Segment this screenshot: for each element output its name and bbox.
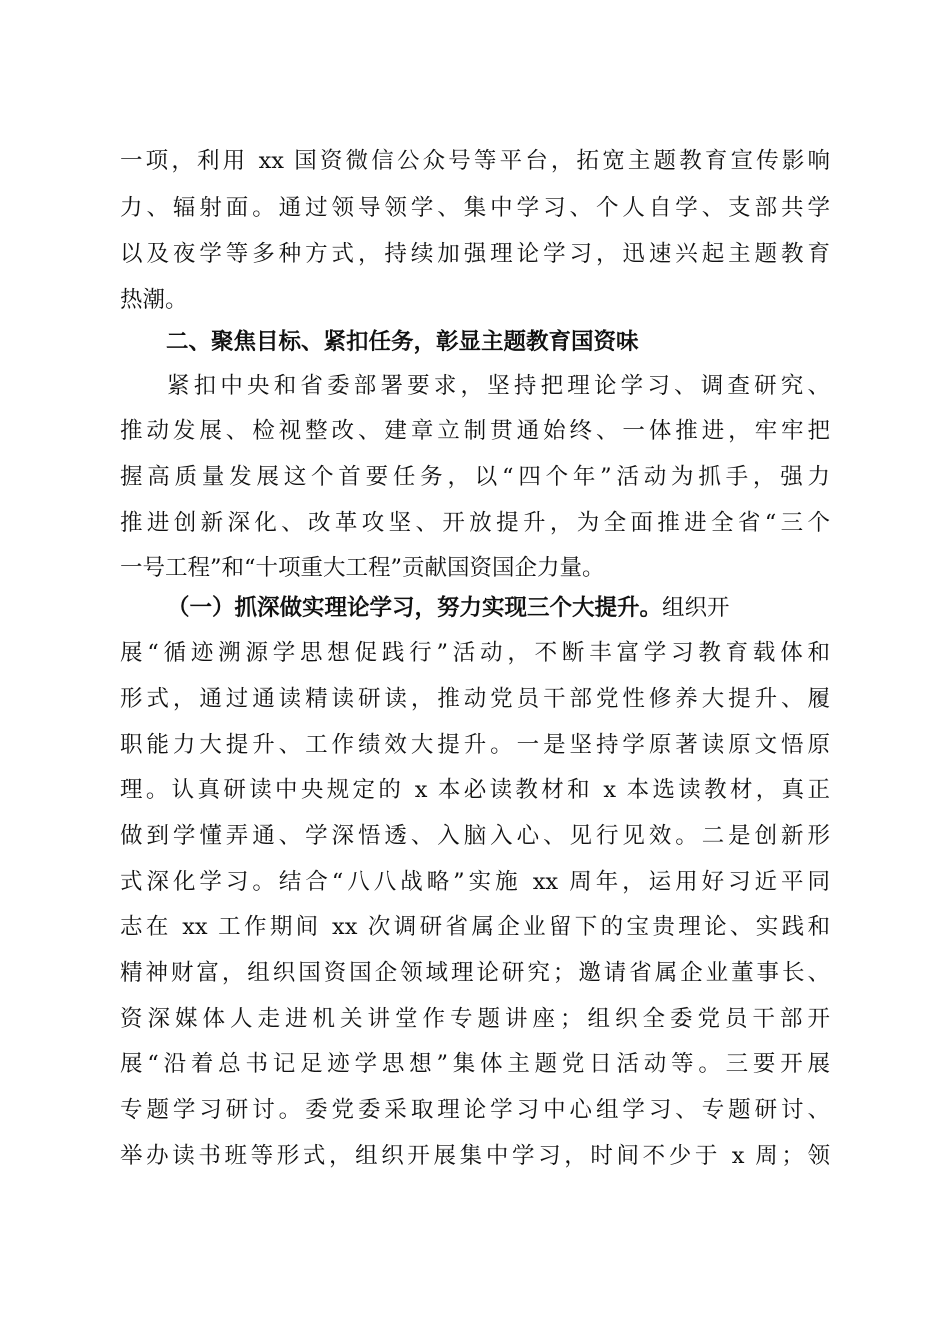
paragraph-line: 举办读书班等形式，组织开展集中学习，时间不少于 x 周；领	[120, 1143, 830, 1169]
paragraph-line: 理。认真研读中央规定的 x 本必读教材和 x 本选读教材，真正	[120, 777, 830, 803]
paragraph-line: 精神财富，组织国资国企领域理论研究；邀请省属企业董事长、	[120, 960, 830, 986]
paragraph-line: 专题学习研讨。委党委采取理论学习中心组学习、专题研讨、	[120, 1097, 830, 1123]
paragraph-line: 推动发展、检视整改、建章立制贯通始终、一体推进，牢牢把	[120, 418, 830, 444]
paragraph-line: 志在 xx 工作期间 xx 次调研省属企业留下的宝贵理论、实践和	[120, 914, 830, 940]
paragraph-line: 资深媒体人走进机关讲堂作专题讲座；组织全委党员干部开	[120, 1006, 830, 1032]
paragraph-line: 力、辐射面。通过领导领学、集中学习、个人自学、支部共学	[120, 195, 830, 221]
paragraph-line: 紧扣中央和省委部署要求，坚持把理论学习、调查研究、	[167, 373, 830, 399]
paragraph-line: 职能力大提升、工作绩效大提升。一是坚持学原著读原文悟原	[120, 732, 830, 758]
paragraph-line: 形式，通过通读精读研读，推动党员干部党性修养大提升、履	[120, 686, 830, 712]
paragraph-line: 推进创新深化、改革攻坚、开放提升，为全面推进全省“三个	[120, 510, 830, 536]
paragraph-line: 握高质量发展这个首要任务，以“四个年”活动为抓手，强力	[120, 464, 830, 490]
paragraph-line: 做到学懂弄通、学深悟透、入脑入心、见行见效。二是创新形	[120, 823, 830, 849]
paragraph-line: 以及夜学等多种方式，持续加强理论学习，迅速兴起主题教育	[120, 241, 830, 267]
paragraph-line: 热潮。	[120, 287, 188, 313]
subsection-line	[167, 588, 830, 628]
paragraph-line: 式深化学习。结合“八八战略”实施 xx 周年，运用好习近平同	[120, 869, 830, 895]
paragraph-line: 展“循迹溯源学思想促践行”活动，不断丰富学习教育载体和	[120, 640, 830, 666]
paragraph-line: 展“沿着总书记足迹学思想”集体主题党日活动等。三要开展	[120, 1051, 830, 1077]
section-heading: 二、聚焦目标、紧扣任务，彰显主题教育国资味	[166, 329, 639, 355]
paragraph-line: 一项，利用 xx 国资微信公众号等平台，拓宽主题教育宣传影响	[120, 148, 830, 174]
subsection-heading: （一）抓深做实理论学习，努力实现三个大提升。	[167, 595, 663, 621]
subsection-text: 组织开	[662, 595, 730, 621]
paragraph-line: 一号工程”和“十项重大工程”贡献国资国企力量。	[120, 555, 605, 581]
